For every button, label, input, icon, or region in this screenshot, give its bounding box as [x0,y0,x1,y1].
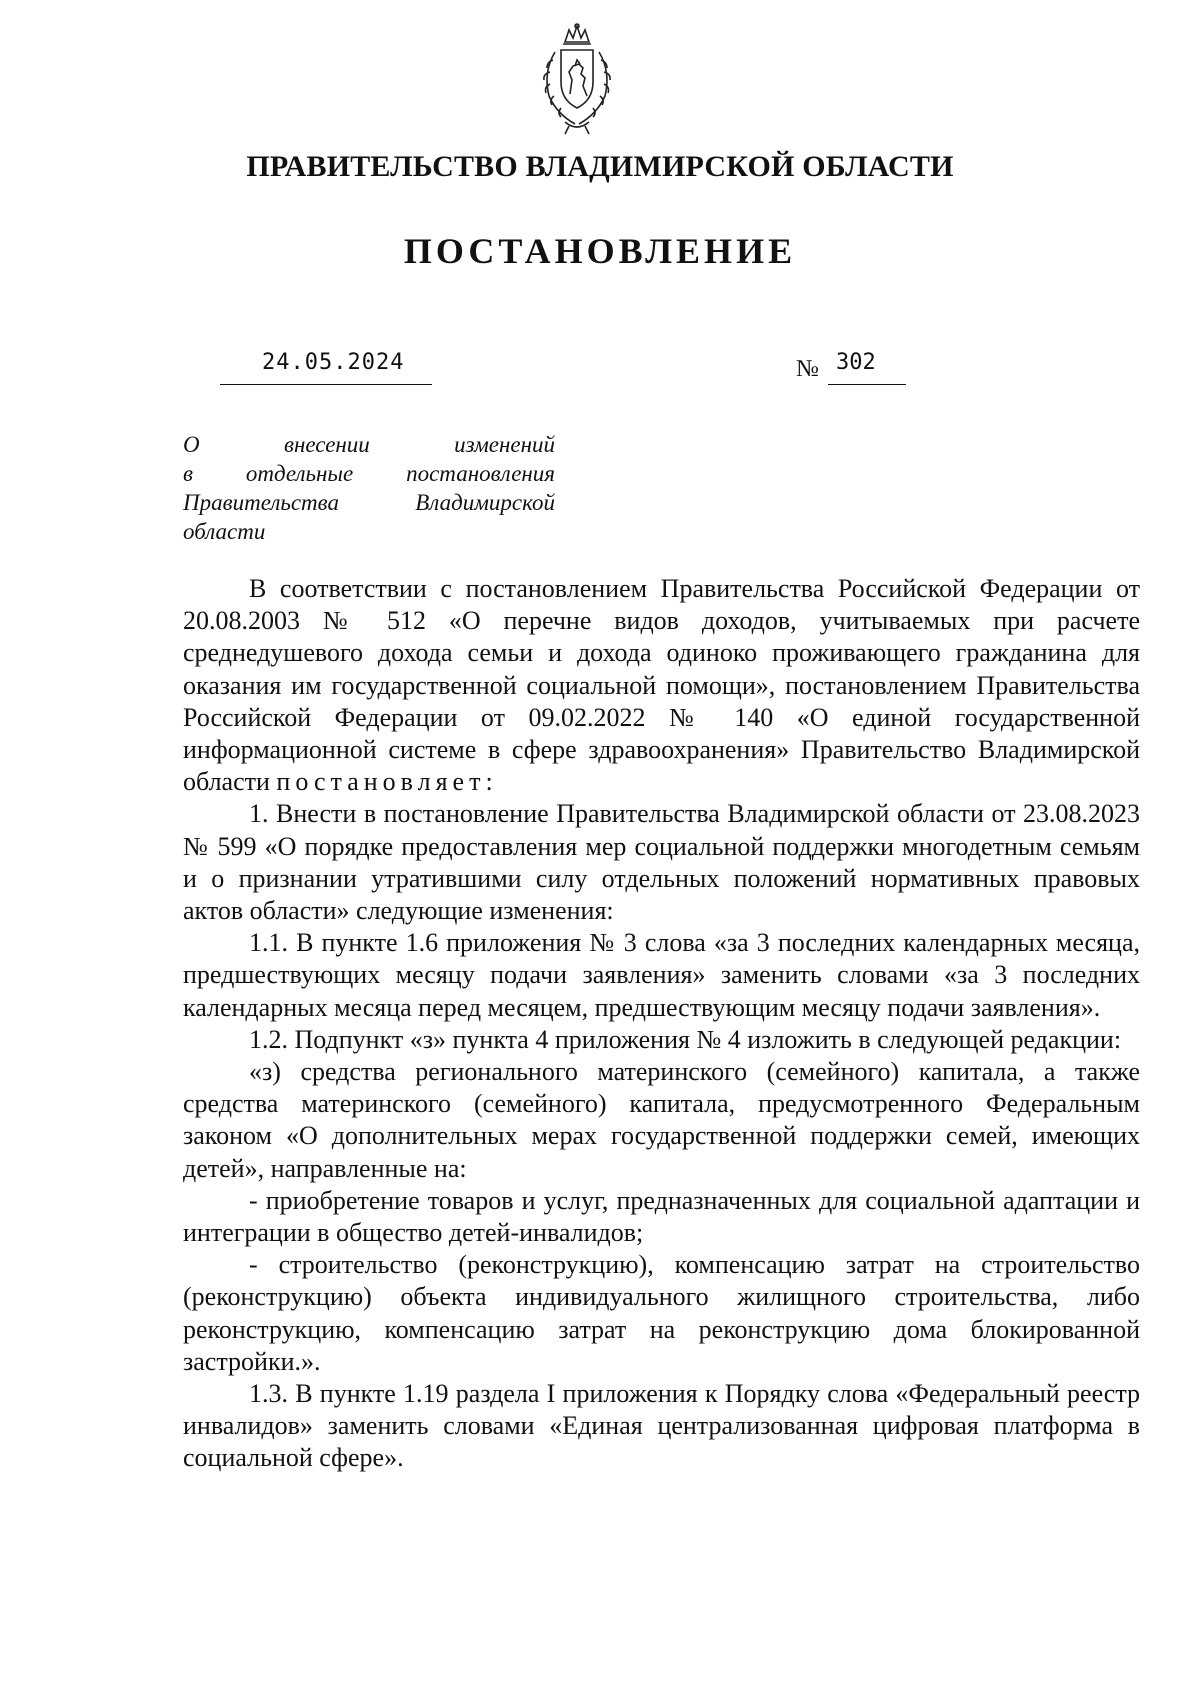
document-date-field [220,350,432,385]
subject-line [183,430,555,459]
document-body [183,573,1140,1475]
subject-word: изменений [454,432,555,457]
document-subject [183,430,555,546]
coat-of-arms-emblem [525,22,630,137]
paragraph-1-2: 1.2. Подпункт «з» пункта 4 приложения № 4 изложить в следующей редакции: [249,1024,1122,1054]
subject-word: в [183,461,193,486]
decree-word: постановляет [276,767,486,797]
paragraph-1-2-item-1: - приобретение товаров и услуг, предназначенных для социальной адаптации и интеграции в общество детей-инвалидов; [183,1185,1140,1248]
subject-word: области [183,519,266,544]
intro-text: В соответствии с постановлением Правительства Российской Федерации от 20.08.2003 № 512 «О перечне видов доходов, учитываемых при расчете среднедушевого дохода семьи и дохода одиноко проживающего гражданина для оказания им государственной социальной помощи», постановлением Правительства Российской Федерации от 09.02.2022 № 140 «О единой государственной информационной системе в сфере здравоохранения» Правительство Владимирской области [183,574,1140,797]
subject-word: отдельные [245,461,354,486]
paragraph-1-2-quote: «з) средства регионального материнского (семейного) капитала, а также средства материнского (семейного) капитала, предусмотренного Федеральным законом «О дополнительных мерах государственной поддержки семей, имеющих детей», направленные на: [183,1057,1140,1183]
organization-title: ПРАВИТЕЛЬСТВО ВЛАДИМИРСКОЙ ОБЛАСТИ [246,150,954,183]
intro-paragraph [183,573,1140,798]
subject-word: внесении [283,432,370,457]
document-number-field [828,350,906,385]
subject-line [183,488,555,517]
paragraph-1-1: 1.1. В пункте 1.6 приложения № 3 слова «за 3 последних календарных месяца, предшествующих месяцу подачи заявления» заменить словами «за 3 последних календарных месяца перед месяцем, предшествующим месяцу подачи заявления». [183,928,1140,1022]
intro-colon: : [485,767,493,797]
subject-word: постановления [406,461,555,486]
paragraph-1-3: 1.3. В пункте 1.19 раздела I приложения к Порядку слова «Федеральный реестр инвалидов» заменить словами «Единая централизованная цифровая платформа в социальной сфере». [183,1379,1140,1473]
paragraph-1: 1. Внести в постановление Правительства Владимирской области от 23.08.2023 № 599 «О порядке предоставления мер социальной поддержки многодетным семьям и о признании утратившими силу отдельных положений нормативных правовых актов области» следующие изменения: [183,799,1140,926]
document-number: 302 [836,350,876,375]
subject-word: Владимирской [415,490,555,515]
subject-line [183,459,555,488]
subject-word: О [183,432,200,457]
document-date: 24.05.2024 [262,350,405,375]
subject-line [183,517,555,546]
document-type: ПОСТАНОВЛЕНИЕ [403,231,797,271]
subject-word: Правительства [183,490,339,515]
paragraph-1-2-item-2: - строительство (реконструкцию), компенсацию затрат на строительство (реконструкцию) объекта индивидуального жилищного строительства, либо реконструкцию, компенсацию затрат на реконструкцию дома блокированной застройки.». [183,1250,1140,1376]
number-sign: № [796,356,819,382]
